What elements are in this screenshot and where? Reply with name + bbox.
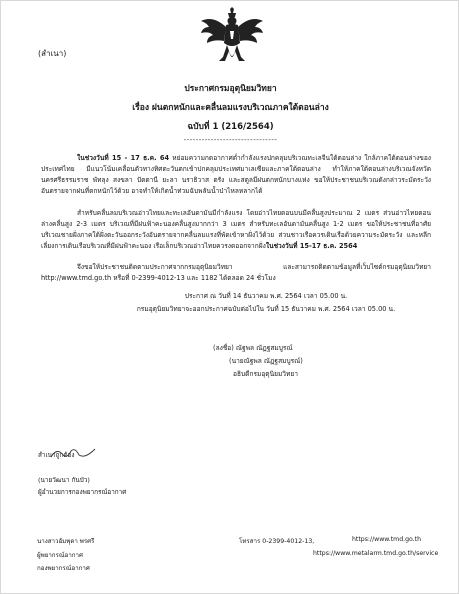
forecast-period: ในช่วงวันที่ 15 - 17 ธ.ค. 64 xyxy=(77,154,170,162)
signature-line: (ลงชื่อ) ณัฐพล ณัฏฐสมบูรณ์ xyxy=(213,344,293,352)
garuda-emblem-icon xyxy=(199,7,265,71)
footer-website-link[interactable]: https://www.tmd.go.th xyxy=(352,536,422,543)
footer-org: กองพยากรณ์อากาศ xyxy=(37,565,90,572)
footer-phone: โทรสาร 0-2399-4012-13, xyxy=(239,538,315,545)
announcement-subject: เรื่อง ฝนตกหนักและคลื่นลมแรงบริเวณภาคใต้ตอนล่าง xyxy=(132,103,329,113)
paragraph-forecast xyxy=(41,153,431,197)
next-issue-date: กรมอุตุนิยมวิทยาจะออกประกาศฉบับต่อไปใน วันที่ 15 ธันวาคม พ.ศ. 2564 เวลา 05.00 น. xyxy=(136,305,396,313)
paragraph-waves xyxy=(41,208,431,252)
signer-name: (นายณัฐพล ณัฏฐสมบูรณ์) xyxy=(229,357,303,365)
copy-tag: (สำเนา) xyxy=(38,49,67,58)
certify-name: (นายวัฒนา กันบัว) xyxy=(38,476,90,484)
footer-staff-name: นางสาวอัมพุดา พรศรี xyxy=(37,538,95,545)
certify-signature xyxy=(49,445,97,461)
waves-text: สำหรับคลื่นลมบริเวณอ่าวไทยและทะเลอันดามันมีกำลังแรง โดยอ่าวไทยตอนบนมีคลื่นสูงประมาณ 2 เมตร ส่วนอ่าวไทยตอนล่างคลื่นสูง 2-3 เมตร บริเวณที่มีฝนฟ้าคะนองคลื่นสูงมากกว่า 3 เมตร สำหรับทะเลอันดามันคลื่นสูง 1-2 เมตร ขอให้ประชาชนที่อาศัยบริเวณชายฝั่งภาคใต้ฝั่งตะวันออกระวังอันตรายจากคลื่นลมแรงที่พัดเข้าหาฝั่งไว้ด้วย ส่วนชาวเรือควรเดินเรือด้วยความระมัดระวัง และหลีกเลี่ยงการเดินเรือบริเวณที่มีฝนฟ้าคะนอง เรือเล็กบริเวณอ่าวไทยควรงดออกจากฝั่ง xyxy=(41,209,431,250)
footer-service-link[interactable]: https://www.metalarm.tmd.go.th/service xyxy=(313,550,439,557)
paragraph-follow-up: จึงขอให้ประชาชนติดตามประกาศจากกรมอุตุนิยมวิทยา และสามารถติดตามข้อมูลที่เว็บไซต์กรมอุตุนิยมวิทยา http://www.tmd.go.th หรือที่ 0-2399-4012-13 และ 1182 ได้ตลอด 24 ชั่วโมง xyxy=(41,263,431,282)
announcement-title: ประกาศกรมอุตุนิยมวิทยา xyxy=(184,84,277,94)
issued-date: ประกาศ ณ วันที่ 14 ธันวาคม พ.ศ. 2564 เวลา 05.00 น. xyxy=(184,292,348,300)
waves-period: ในช่วงวันที่ 15-17 ธ.ค. 2564 xyxy=(265,242,358,250)
certify-label: สำเนาถูกต้อง xyxy=(38,451,75,459)
announcement-number: ฉบับที่ 1 (216/2564) xyxy=(187,122,274,132)
footer-staff-role: ผู้พยากรณ์อากาศ xyxy=(37,552,83,559)
forecast-text: หย่อมความกดอากาศต่ำกำลังแรงปกคลุมบริเวณทะเลจีนใต้ตอนล่าง ใกล้ภาคใต้ตอนล่างของประเทศไทย มีแนวโน้มเคลื่อนตัวทางทิศตะวันตกเข้าปกคลุมประเทศมาเลเซียและภาคใต้ตอนล่าง ทำให้ภาคใต้ตอนล่างบริเวณจังหวัดนครศรีธรรมราช พัทลุง สงขลา ปัตตานี ยะลา นราธิวาส ตรัง และสตูลมีฝนตกหนักบางแห่ง ขอให้ประชาชนบริเวณดังกล่าวระมัดระวังอันตรายจากฝนที่ตกหนักไว้ด้วย อาจทำให้เกิดน้ำท่วมฉับพลันน้ำป่าไหลหลากได้ xyxy=(41,154,431,195)
certify-title: ผู้อำนวยการกองพยากรณ์อากาศ xyxy=(38,488,127,496)
signer-title: อธิบดีกรมอุตุนิยมวิทยา xyxy=(233,370,298,378)
title-separator: ------------------------------- xyxy=(183,136,278,144)
